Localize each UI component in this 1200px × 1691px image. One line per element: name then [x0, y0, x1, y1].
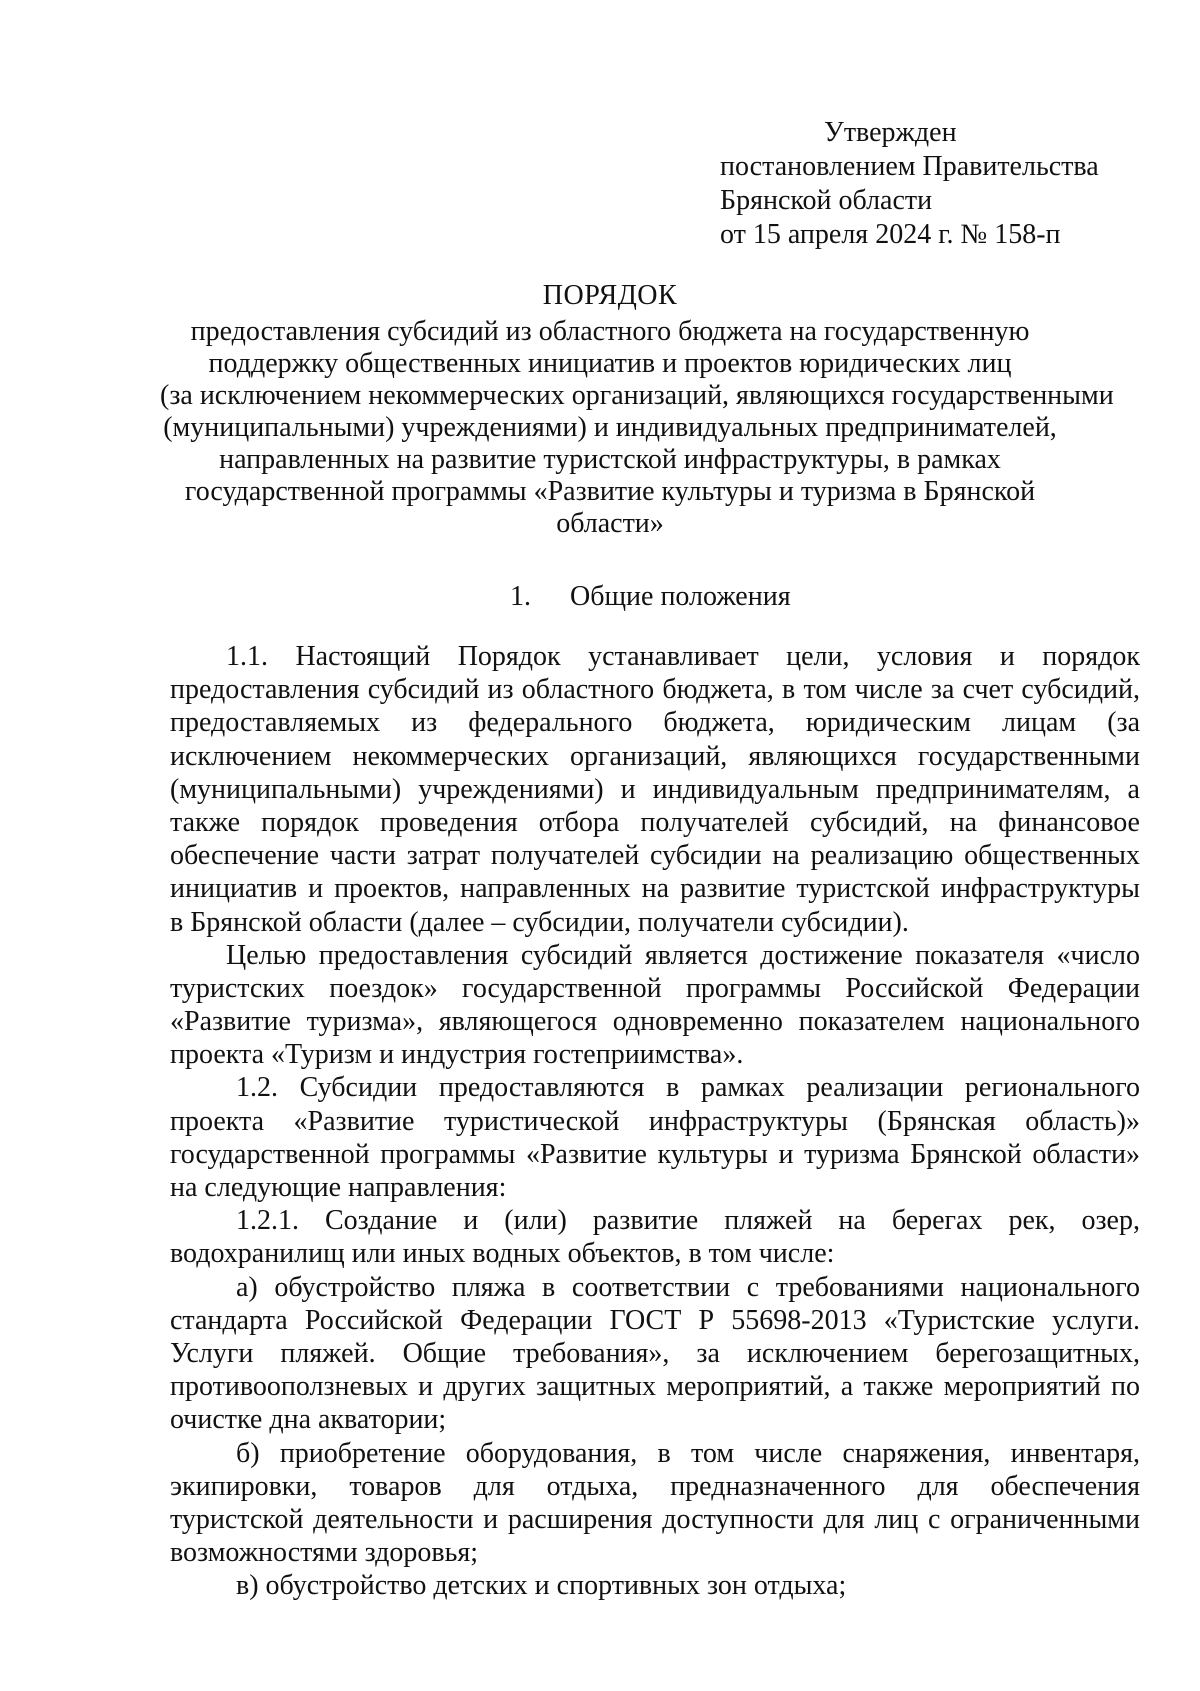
document-title [160, 280, 1114, 540]
approval-line: от 15 апреля 2024 г. № 158-п [720, 219, 1061, 250]
title-line: предоставления субсидий из областного бюджета на государственную [190, 316, 1030, 347]
body-line: проекта «Развитие туристической инфраструктуры (Брянская область)» [170, 1105, 1140, 1137]
title-line: государственной программы «Развитие культуры и туризма в Брянской [184, 476, 1036, 507]
body-line: экипировки, товаров для отдыха, предназначенного для обеспечения [170, 1470, 1140, 1502]
title-heading: ПОРЯДОК [542, 280, 678, 311]
title-line: области» [556, 508, 664, 539]
body-line: а) обустройство пляжа в соответствии с требованиями национального [236, 1271, 1140, 1303]
body-line: предоставления субсидий из областного бюджета, в том числе за счет субсидий, [170, 674, 1140, 706]
section-number: 1. [510, 581, 531, 612]
title-line: (муниципальными) учреждениями) и индивидуальных предпринимателей, [163, 412, 1057, 443]
document-body [170, 640, 1140, 1602]
body-line: очистке дна акватории; [170, 1404, 447, 1436]
body-line: водохранилищ или иных водных объектов, в том числе: [170, 1238, 835, 1270]
body-line: Услуги пляжей. Общие требования», за исключением берегозащитных, [170, 1337, 1140, 1369]
body-line: исключением некоммерческих организаций, являющихся государственными [170, 740, 1140, 772]
section-title: Общие положения [570, 581, 791, 612]
body-line: возможностями здоровья; [170, 1537, 479, 1569]
approval-line: постановлением Правительства [720, 151, 1099, 182]
body-line: 1.1. Настоящий Порядок устанавливает цели, условия и порядок [226, 641, 1140, 672]
body-line: (муниципальными) учреждениями) и индивидуальным предпринимателям, а [170, 773, 1140, 805]
body-line: 1.2.1. Создание и (или) развитие пляжей на берегах рек, озер, [236, 1205, 1140, 1237]
body-line: туристской деятельности и расширения доступности для лиц с ограниченными [170, 1503, 1140, 1535]
body-line: б) приобретение оборудования, в том числе снаряжения, инвентаря, [236, 1437, 1140, 1469]
body-line: также порядок проведения отбора получателей субсидий, на финансовое [170, 806, 1140, 838]
body-line: в) обустройство детских и спортивных зон отдыха; [236, 1570, 847, 1602]
body-line: 1.2. Субсидии предоставляются в рамках реализации регионального [236, 1072, 1140, 1104]
body-line: «Развитие туризма», являющегося одновременно показателем национального [170, 1006, 1140, 1038]
body-line: стандарта Российской Федерации ГОСТ Р 55698-2013 «Туристские услуги. [170, 1304, 1140, 1336]
body-line: туристских поездок» государственной программы Российской Федерации [170, 972, 1140, 1004]
body-line: государственной программы «Развитие культуры и туризма Брянской области» [170, 1138, 1140, 1170]
body-line: проекта «Туризм и индустрия гостеприимства». [170, 1039, 744, 1071]
title-line: (за исключением некоммерческих организаций, являющихся государственными [160, 380, 1114, 411]
body-line: Целью предоставления субсидий является достижение показателя «число [226, 939, 1140, 971]
title-line: направленных на развитие туристской инфраструктуры, в рамках [219, 444, 1001, 475]
body-line: в Брянской области (далее – субсидии, получатели субсидии). [170, 906, 909, 938]
body-line: обеспечение части затрат получателей субсидии на реализацию общественных [170, 840, 1140, 872]
body-line: на следующие направления: [170, 1172, 507, 1203]
body-line: инициатив и проектов, направленных на развитие туристской инфраструктуры [170, 873, 1140, 905]
body-line: предоставляемых из федерального бюджета, юридическим лицам (за [170, 707, 1140, 739]
section-heading [510, 580, 791, 614]
body-line: противооползневых и других защитных мероприятий, а также мероприятий по [170, 1371, 1140, 1403]
approval-line: Брянской области [720, 185, 933, 216]
approval-block [720, 116, 1160, 252]
approval-line: Утвержден [824, 117, 957, 148]
title-line: поддержку общественных инициатив и проектов юридических лиц [208, 348, 1012, 379]
